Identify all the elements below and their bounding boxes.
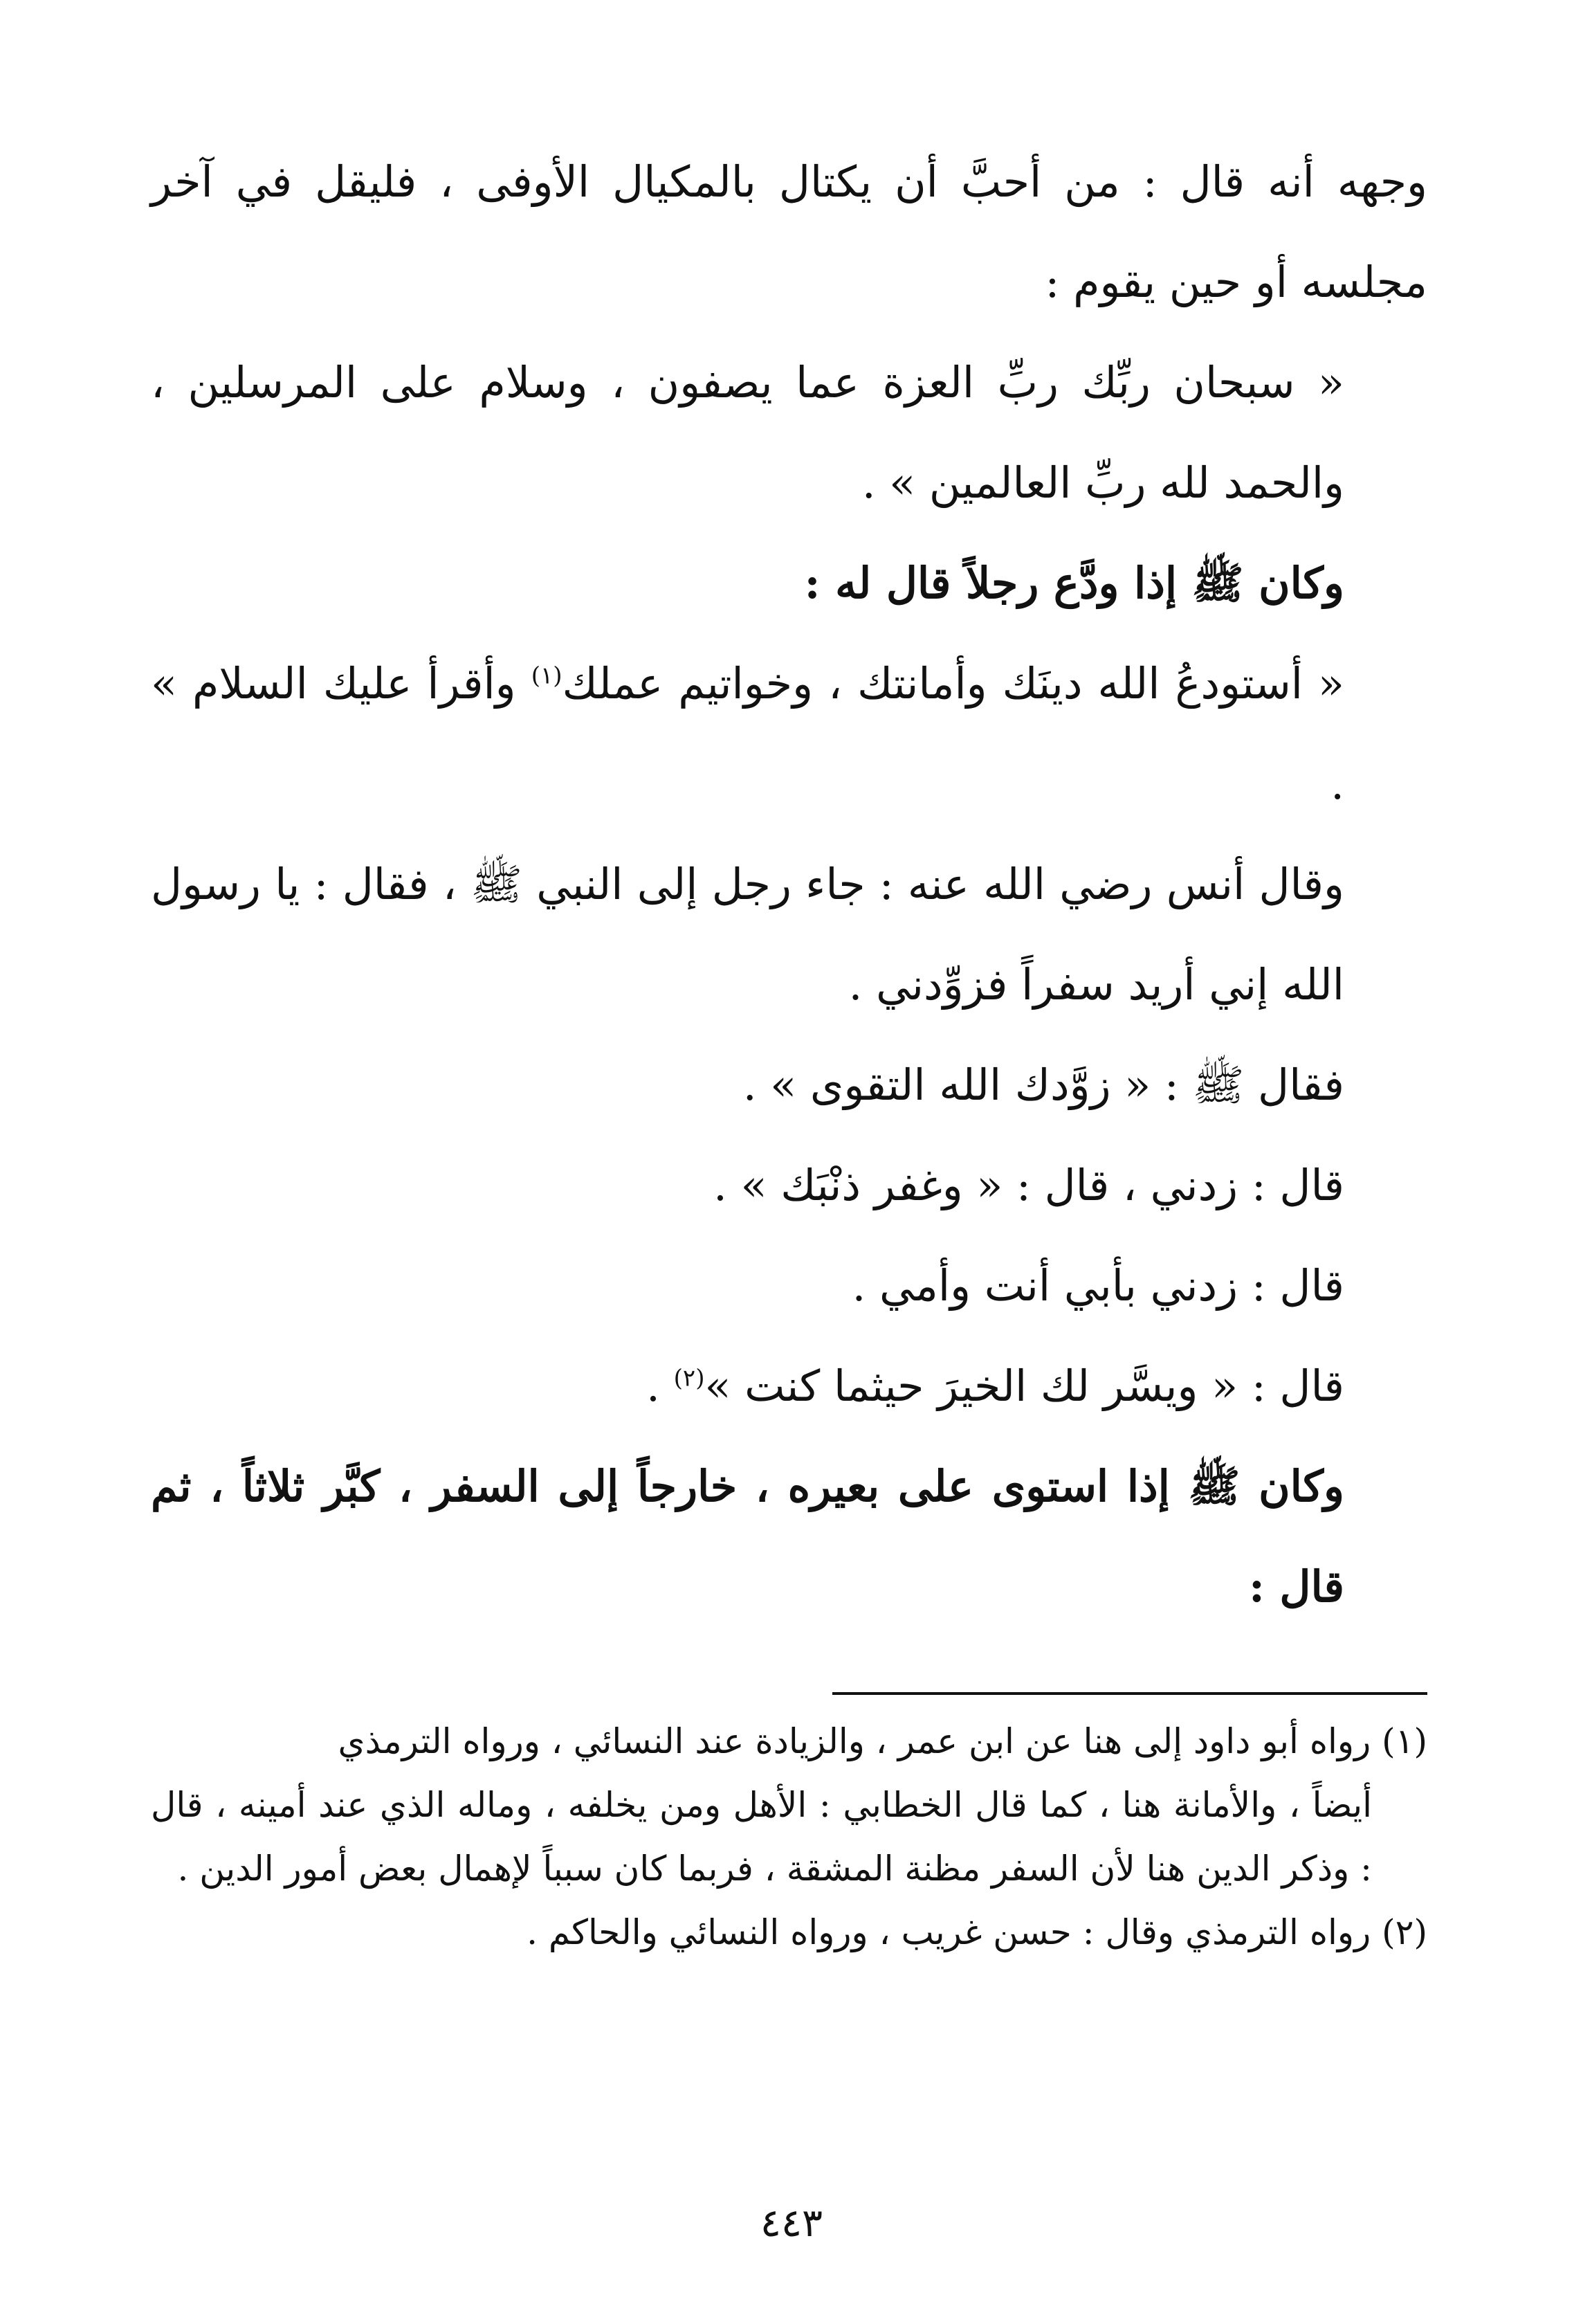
paragraph-travel-heading: وكان ﷺ إذا استوى على بعيره ، خارجاً إلى السفر ، كبَّر ثلاثاً ، ثم قال : (151, 1461, 1344, 1612)
farewell-dua-text-end: وأقرأ عليك السلام » . (151, 658, 1344, 809)
main-text (151, 131, 1427, 1637)
footnote-divider (832, 1692, 1427, 1695)
paragraph-zawwadak: فقال ﷺ : « زوَّدك الله التقوى » . (742, 1060, 1344, 1110)
footnote-marker-1: (١) (531, 662, 562, 690)
paragraph-intro: وجهه أنه قال : من أحبَّ أن يكتال بالمكيال الأوفى ، فليقل في آخر مجلسه أو حين يقوم : (151, 156, 1427, 307)
footnote-1-first-line: (١) رواه أبو داود إلى هنا عن ابن عمر ، والزيادة عند النسائي ، ورواه الترمذي (338, 1721, 1427, 1761)
footnote-marker-2: (٢) (673, 1364, 705, 1392)
paragraph-anas-hadith: وقال أنس رضي الله عنه : جاء رجل إلى النبي ﷺ ، فقال : يا رسول الله إني أريد سفراً فزوِّدني . (151, 859, 1344, 1010)
paragraph-farewell-dua (151, 633, 1427, 834)
paragraph-dua-tasbih: « سبحان ربِّك ربِّ العزة عما يصفون ، وسلام على المرسلين ، والحمد لله ربِّ العالمين » . (151, 357, 1344, 508)
footnote-1-continuation: أيضاً ، والأمانة هنا ، كما قال الخطابي : الأهل ومن يخلفه ، وماله الذي عند أمينه ، قال : وذكر الدين هنا لأن السفر مظنة المشقة ، فربما كان سبباً لإهمال بعض أمور الدين . (151, 1785, 1373, 1889)
yassara-text-end: . (646, 1361, 674, 1411)
farewell-dua-text: « أستودعُ الله دينَك وأمانتك ، وخواتيم عملك (562, 658, 1344, 709)
paragraph-farewell-heading: وكان ﷺ إذا ودَّع رجلاً قال له : (804, 558, 1344, 608)
page-number: ٤٤٣ (760, 2201, 823, 2246)
footnotes (151, 1709, 1427, 1964)
paragraph-ghafara: قال : زدني ، قال : « وغفر ذنْبَك » . (713, 1160, 1344, 1210)
yassara-text: قال : « ويسَّر لك الخيرَ حيثما كنت » (704, 1361, 1344, 1411)
paragraph-zidni: قال : زدني بأبي أنت وأمي . (852, 1260, 1344, 1311)
footnote-2: (٢) رواه الترمذي وقال : حسن غريب ، ورواه النسائي والحاكم . (527, 1912, 1427, 1952)
paragraph-yassara (151, 1336, 1427, 1436)
